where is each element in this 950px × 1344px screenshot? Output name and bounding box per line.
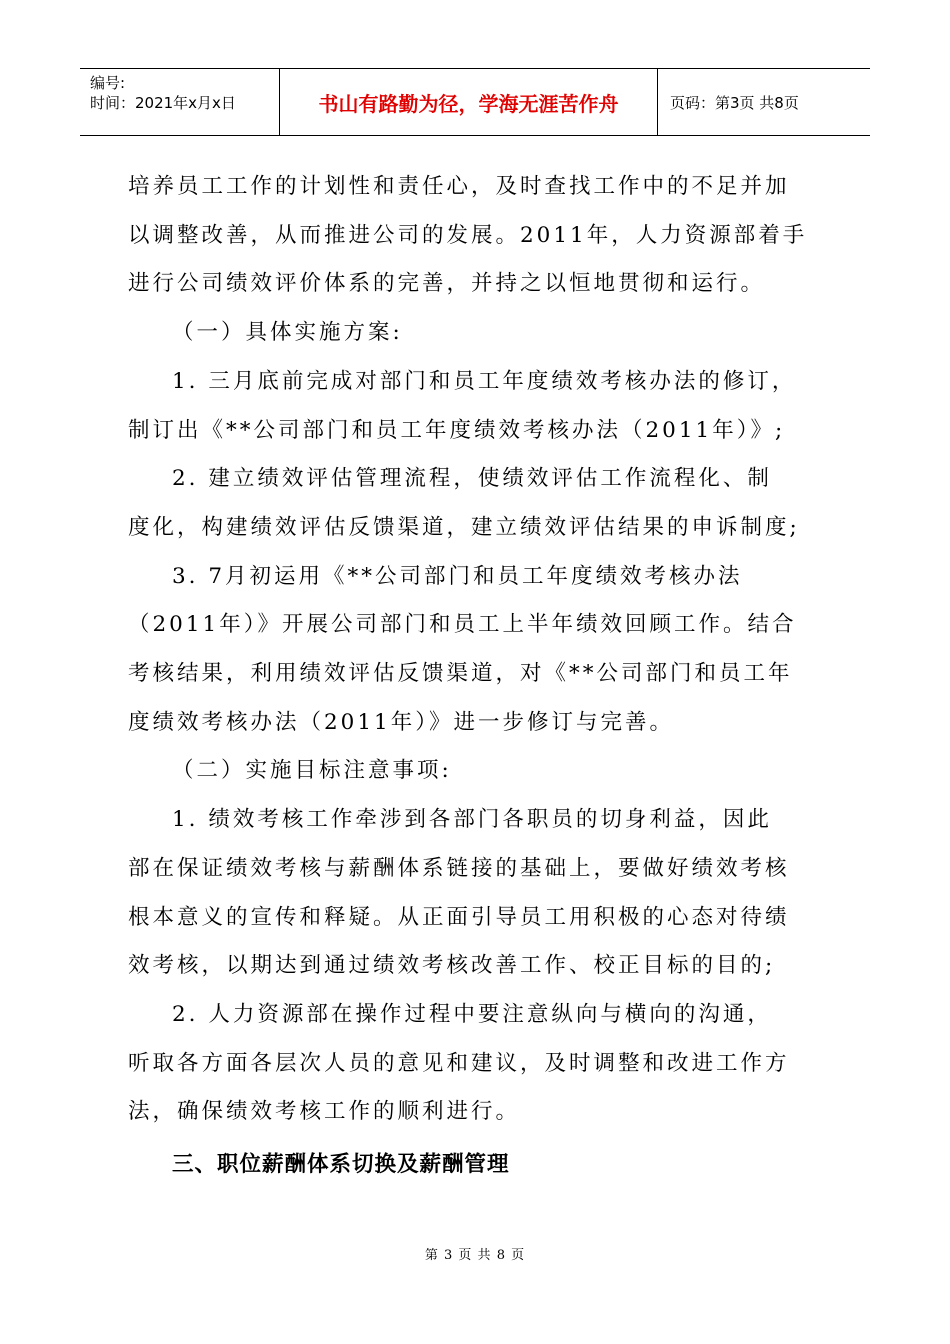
header-info <box>80 69 280 135</box>
document-body <box>128 163 828 1190</box>
body-line: 以调整改善，从而推进公司的发展。2011年，人力资源部着手 <box>128 222 808 248</box>
section-heading: 三、职位薪酬体系切换及薪酬管理 <box>172 1152 510 1178</box>
body-line: 效考核，以期达到通过绩效考核改善工作、校正目标的目的; <box>128 953 776 979</box>
body-line: 进行公司绩效评价体系的完善，并持之以恒地贯彻和运行。 <box>128 271 766 297</box>
body-line: 听取各方面各层次人员的意见和建议，及时调整和改进工作方 <box>128 1050 790 1076</box>
body-line: 法，确保绩效考核工作的顺利进行。 <box>128 1099 521 1125</box>
page-header <box>80 68 870 136</box>
body-line: 1. 三月底前完成对部门和员工年度绩效考核办法的修订， <box>172 368 797 394</box>
document-number-label: 编号: <box>90 74 126 92</box>
body-line: 制订出《**公司部门和员工年度绩效考核办法（2011年）》; <box>128 417 786 443</box>
body-line: 3. 7月初运用《**公司部门和员工年度绩效考核办法 <box>172 563 743 589</box>
subheading-notes: （二）实施目标注意事项: <box>172 758 452 784</box>
header-motto: 书山有路勤为径，学海无涯苦作舟 <box>280 69 658 135</box>
page-footer: 第 3 页 共 8 页 <box>424 1248 526 1263</box>
body-line: 考核结果，利用绩效评估反馈渠道，对《**公司部门和员工年 <box>128 661 793 687</box>
body-line: 部在保证绩效考核与薪酬体系链接的基础上，要做好绩效考核 <box>128 855 790 881</box>
body-line: 2. 建立绩效评估管理流程，使绩效评估工作流程化、制 <box>172 466 772 492</box>
body-line: 培养员工工作的计划性和责任心，及时查找工作中的不足并加 <box>128 174 790 199</box>
body-line: 1. 绩效考核工作牵涉到各部门各职员的切身利益，因此 <box>172 807 772 833</box>
body-line: 度化，构建绩效评估反馈渠道，建立绩效评估结果的申诉制度; <box>128 514 800 540</box>
subheading-plan: （一）具体实施方案: <box>172 320 403 346</box>
document-time-label: 时间：2021年x月x日 <box>90 94 236 112</box>
header-page-info: 页码：第3页 共8页 <box>670 93 799 112</box>
body-line: 度绩效考核办法（2011年）》进一步修订与完善。 <box>128 709 674 735</box>
body-line: （2011年）》开展公司部门和员工上半年绩效回顾工作。结合 <box>128 612 797 638</box>
body-line: 根本意义的宣传和释疑。从正面引导员工用积极的心态对待绩 <box>128 904 790 930</box>
body-line: 2. 人力资源部在操作过程中要注意纵向与横向的沟通， <box>172 1001 772 1027</box>
